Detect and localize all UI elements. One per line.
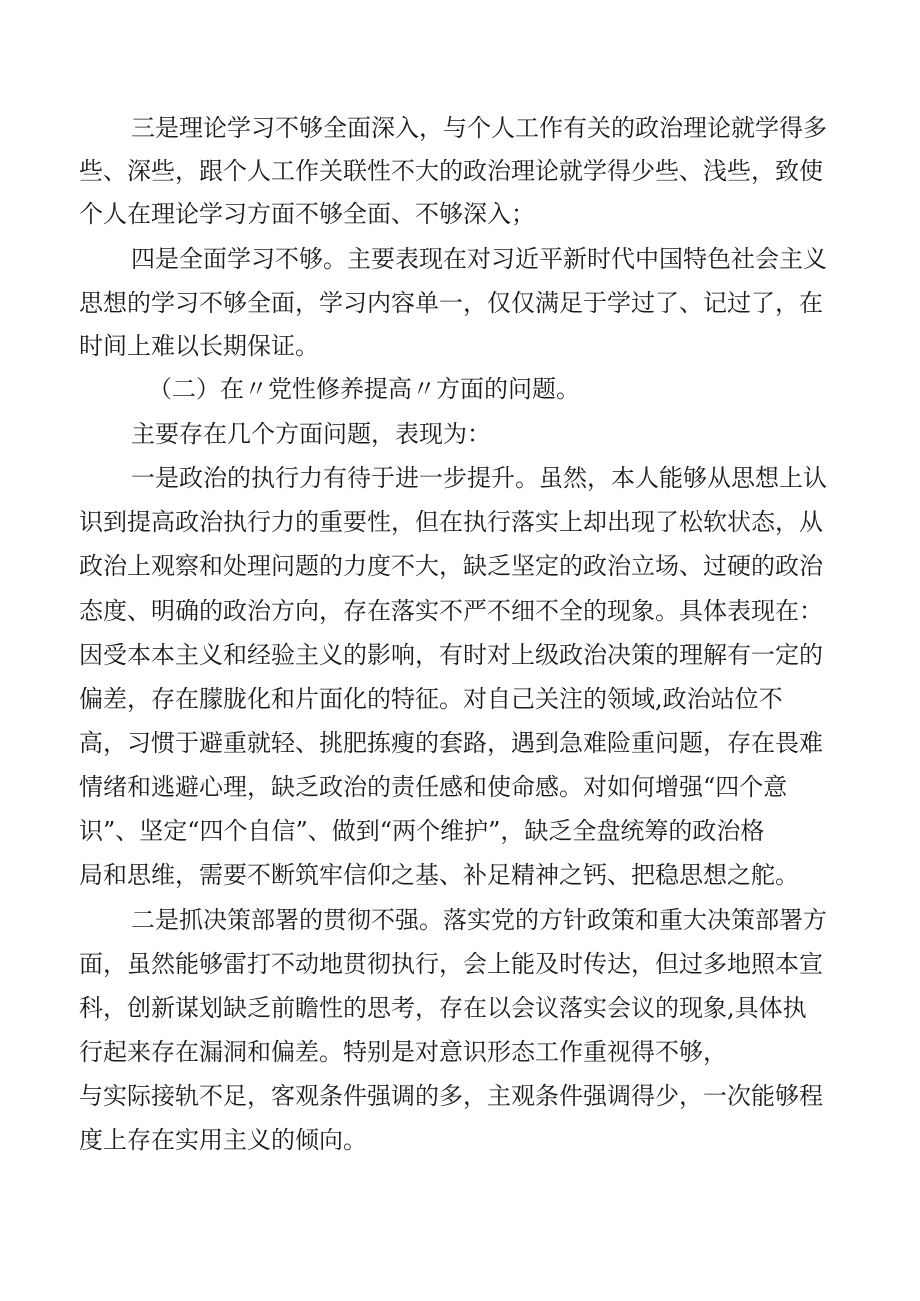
paragraph-line: 科，创新谋划缺乏前瞻性的思考，存在以会议落实会议的现象,具体执 — [79, 994, 807, 1022]
paragraph-line: 思想的学习不够全面，学习内容单一，仅仅满足于学过了、记过了，在 — [79, 289, 823, 317]
paragraph-line: 时间上难以长期保证。 — [79, 332, 319, 360]
paragraph-line: 度上存在实用主义的倾向。 — [79, 1126, 367, 1154]
paragraph-line: 主要存在几个方面问题，表现为： — [131, 420, 491, 448]
paragraph-line: 一是政治的执行力有待于进一步提升。虽然，本人能够从思想上认 — [131, 464, 827, 492]
paragraph-line: 态度、明确的政治方向，存在落实不严不细不全的现象。具体表现在： — [79, 597, 823, 625]
paragraph-line: 面，虽然能够雷打不动地贯彻执行，会上能及时传达，但过多地照本宣 — [79, 950, 823, 978]
paragraph-line: 政治上观察和处理问题的力度不大，缺乏坚定的政治立场、过硬的政治 — [79, 552, 823, 580]
paragraph-line: 与实际接轨不足，客观条件强调的多，主观条件强调得少，一次能够程 — [79, 1082, 823, 1110]
section-heading: （二）在〃党性修养提高〃方面的问题。 — [148, 375, 580, 403]
paragraph-line: 些、深些，跟个人工作关联性不大的政治理论就学得少些、浅些，致使 — [79, 157, 823, 185]
paragraph-line: 四是全面学习不够。主要表现在对习近平新时代中国特色社会主义 — [131, 245, 827, 273]
paragraph-line: 识”、坚定“四个自信”、做到“两个维护”，缺乏全盘统筹的政治格 — [79, 817, 765, 845]
paragraph-line: 行起来存在漏洞和偏差。特别是对意识形态工作重视得不够， — [79, 1038, 727, 1066]
paragraph-line: 局和思维，需要不断筑牢信仰之基、补足精神之钙、把稳思想之舵。 — [79, 861, 799, 889]
paragraph-line: 情绪和逃避心理，缺乏政治的责任感和使命感。对如何增强“四个意 — [79, 773, 788, 801]
paragraph-line: 二是抓决策部署的贯彻不强。落实党的方针政策和重大决策部署方 — [131, 906, 827, 934]
paragraph-line: 因受本本主义和经验主义的影响，有时对上级政治决策的理解有一定的 — [79, 641, 823, 669]
paragraph-line: 三是理论学习不够全面深入，与个人工作有关的政治理论就学得多 — [131, 114, 827, 142]
paragraph-line: 识到提高政治执行力的重要性，但在执行落实上却出现了松软状态，从 — [79, 508, 823, 536]
paragraph-line: 个人在理论学习方面不够全面、不够深入； — [79, 200, 535, 228]
paragraph-line: 偏差，存在朦胧化和片面化的特征。对自己关注的领域,政治站位不 — [79, 685, 783, 713]
paragraph-line: 高，习惯于避重就轻、挑肥拣瘦的套路，遇到急难险重问题，存在畏难 — [79, 729, 823, 757]
